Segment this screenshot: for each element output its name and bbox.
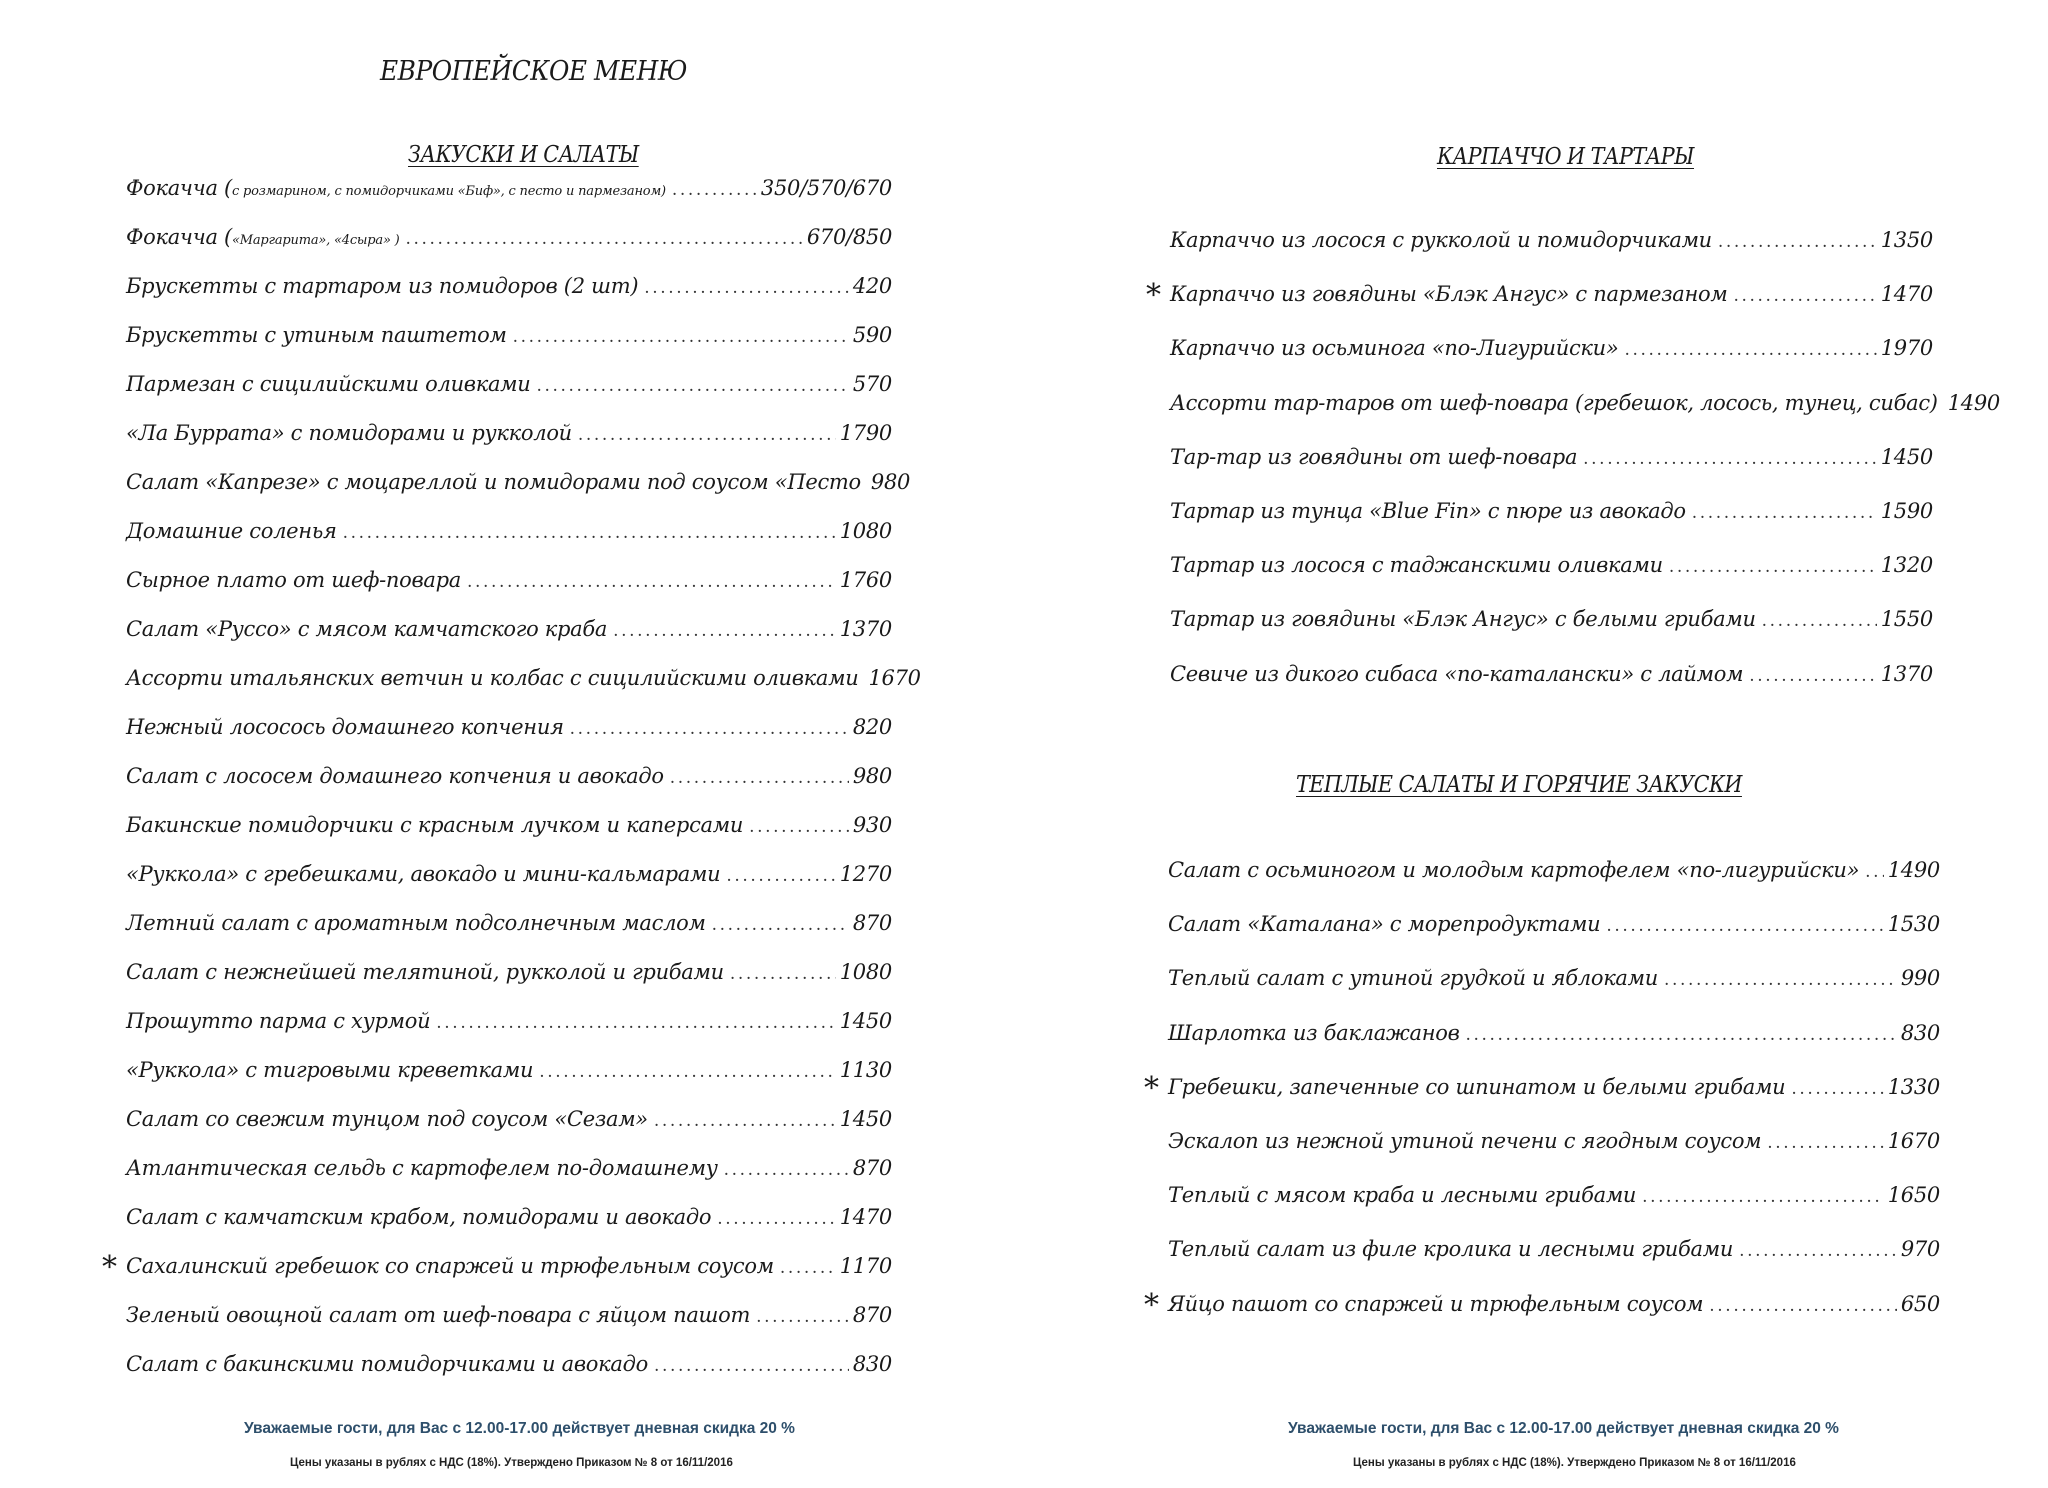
dot-leader — [670, 768, 849, 788]
dot-leader — [467, 572, 836, 592]
dot-leader — [537, 376, 849, 396]
menu-item — [126, 1058, 892, 1107]
menu-item-name — [1168, 1183, 1642, 1207]
menu-item-price: 1330 — [1887, 1074, 1940, 1099]
dot-leader — [654, 1356, 849, 1376]
dot-leader — [406, 229, 803, 249]
menu-item-name — [126, 1156, 724, 1180]
asterisk-marker: * — [1144, 1287, 1159, 1323]
menu-item — [126, 1205, 892, 1254]
menu-item-name-text: Атлантическая сельдь с картофелем по-домашнему — [126, 1156, 718, 1180]
menu-item — [1168, 1129, 1940, 1183]
menu-item-price: 1170 — [839, 1254, 892, 1278]
menu-item-name-text: Прошутто парма с хурмой — [126, 1009, 431, 1033]
menu-item — [126, 862, 892, 911]
menu-item-name-text: Фокачча ( — [126, 225, 232, 249]
menu-item-price: 1670 — [1887, 1128, 1940, 1153]
dot-leader — [780, 1258, 836, 1278]
menu-item — [126, 274, 892, 323]
menu-item-price: 930 — [852, 813, 892, 837]
left-menu-page — [0, 0, 1020, 1488]
menu-item — [1168, 1237, 1940, 1291]
dot-leader — [726, 866, 835, 886]
dot-leader — [1749, 666, 1877, 686]
menu-item-name-text: Салат с бакинскими помидорчиками и авокадо — [126, 1352, 648, 1376]
menu-item-price: 1650 — [1887, 1183, 1940, 1208]
menu-item-price: 1450 — [839, 1009, 892, 1033]
discount-notice: Уважаемые гости, для Вас с 12.00-17.00 действует дневная скидка 20 % — [244, 1420, 795, 1437]
menu-item-price: 980 — [870, 470, 911, 494]
menu-item-name — [126, 764, 670, 788]
menu-item-name — [1168, 858, 1865, 882]
menu-item-price: 1470 — [839, 1205, 892, 1229]
menu-item — [1144, 1287, 1940, 1346]
menu-item — [1170, 336, 1933, 390]
menu-item-price: 1320 — [1880, 553, 1933, 578]
dot-leader — [756, 1307, 849, 1327]
menu-item-name-text: Салат «Каталана» с морепродуктами — [1168, 912, 1601, 937]
menu-item-price: 1130 — [839, 1058, 892, 1082]
menu-item-name-text: Фокачча ( — [126, 176, 232, 200]
menu-item — [126, 960, 892, 1009]
menu-item-price: 830 — [1900, 1020, 1940, 1045]
menu-item-name-text: Теплый салат из филе кролика и лесными грибами — [1168, 1237, 1734, 1262]
menu-item-name — [126, 176, 672, 200]
menu-item-price: 1350 — [1880, 228, 1933, 252]
menu-item-name — [1168, 1021, 1466, 1045]
dot-leader — [343, 523, 836, 543]
menu-item-name — [126, 323, 513, 347]
asterisk-marker: * — [1146, 278, 1161, 314]
menu-item-price: 1370 — [839, 617, 892, 641]
menu-item — [1170, 553, 1933, 607]
menu-item — [126, 519, 892, 568]
dot-leader — [570, 719, 849, 739]
menu-item — [1168, 966, 1940, 1020]
menu-item — [126, 911, 892, 960]
menu-item-price: 1490 — [1947, 390, 2000, 415]
menu-item-name — [126, 421, 578, 445]
menu-item — [1144, 1070, 1940, 1129]
menu-item-price: 1790 — [839, 421, 892, 445]
menu-item-name-text: Ассорти итальянских ветчин и колбас с сицилийскими оливками — [126, 666, 859, 690]
menu-item-name-text: Зеленый овощной салат от шеф-повара с яйцом пашот — [126, 1303, 751, 1327]
dot-leader — [730, 964, 836, 984]
menu-item — [102, 1250, 892, 1303]
menu-item-name-text: «Руккола» с тигровыми креветками — [126, 1058, 534, 1082]
menu-item-price: 650 — [1900, 1291, 1940, 1316]
menu-item-price: 1760 — [839, 568, 892, 592]
menu-item-price: 1670 — [868, 666, 921, 690]
menu-item-price: 1080 — [839, 519, 892, 543]
menu-item-price: 1590 — [1880, 498, 1933, 523]
menu-item-price: 1080 — [839, 960, 892, 984]
menu-item-name-text: Эскалоп из нежной утиной печени с ягодным соусом — [1168, 1128, 1762, 1153]
menu-item-price: 670/850 — [806, 225, 892, 249]
menu-item-price: 1490 — [1887, 858, 1940, 882]
menu-item-price: 970 — [1900, 1237, 1940, 1262]
menu-item-name — [126, 666, 864, 690]
menu-item-name — [126, 1107, 654, 1131]
menu-item — [126, 1107, 892, 1156]
menu-item — [126, 225, 892, 274]
dot-leader — [1664, 970, 1897, 990]
menu-item-price: 1530 — [1887, 912, 1940, 937]
menu-item-name — [1170, 553, 1669, 577]
menu-item-name-text: Карпаччо из лосося с рукколой и помидорчиками — [1170, 228, 1712, 252]
warm-salads-list — [1144, 858, 1940, 1346]
menu-item-note: «Маргарита», «4сыра» ) — [231, 233, 400, 248]
dot-leader — [1669, 557, 1877, 577]
menu-item — [1170, 607, 1933, 661]
menu-item-price: 420 — [852, 274, 892, 298]
dot-leader — [613, 621, 836, 641]
dot-leader — [672, 180, 757, 200]
section-title-appetizers: ЗАКУСКИ И САЛАТЫ — [408, 142, 639, 168]
menu-item-name — [126, 960, 730, 984]
dot-leader — [1624, 340, 1876, 360]
menu-item — [126, 470, 911, 519]
menu-item-name — [126, 1205, 717, 1229]
menu-item-name-text: Домашние соленья — [126, 519, 337, 543]
menu-item-price: 1450 — [839, 1107, 892, 1131]
dot-leader — [1692, 503, 1877, 523]
menu-item-price: 830 — [852, 1352, 892, 1376]
dot-leader — [1767, 1133, 1883, 1153]
menu-item-name — [126, 1254, 780, 1278]
menu-item-name — [1170, 228, 1718, 252]
menu-item-name-text: «Ла Буррата» с помидорами и рукколой — [126, 421, 572, 445]
menu-item-name — [1170, 445, 1583, 469]
menu-item — [1168, 1021, 1940, 1075]
menu-item-name-text: Брускетты с утиным паштетом — [126, 323, 507, 347]
menu-item-name-text: Брускетты с тартаром из помидоров (2 шт) — [126, 274, 639, 298]
dot-leader — [1739, 1241, 1897, 1261]
menu-item-name — [1170, 499, 1692, 523]
dot-leader — [578, 425, 836, 445]
menu-item — [126, 617, 892, 666]
discount-notice: Уважаемые гости, для Вас с 12.00-17.00 действует дневная скидка 20 % — [1288, 1420, 1839, 1437]
menu-item-price: 1370 — [1880, 661, 1933, 686]
appetizers-list — [102, 176, 921, 1401]
menu-item-name — [126, 470, 867, 494]
menu-title: ЕВРОПЕЙСКОЕ МЕНЮ — [380, 56, 688, 87]
dot-leader — [1709, 1296, 1897, 1316]
menu-item-name-text: Летний салат с ароматным подсолнечным маслом — [126, 911, 706, 935]
menu-item — [126, 372, 892, 421]
menu-item-name — [1168, 1237, 1739, 1261]
menu-item-name-text: Тар-тар из говядины от шеф-повара — [1170, 444, 1578, 469]
menu-item-name — [1170, 282, 1733, 306]
menu-item-name-text: Сахалинский гребешок со спаржей и трюфельным соусом — [126, 1254, 774, 1278]
menu-item — [126, 715, 892, 764]
menu-item-name — [1170, 662, 1749, 686]
menu-item — [1170, 228, 1933, 282]
menu-item-price: 590 — [852, 323, 892, 347]
menu-item-price: 350/570/670 — [760, 176, 892, 200]
menu-item — [126, 176, 892, 225]
dot-leader — [539, 1062, 836, 1082]
dot-leader — [724, 1160, 849, 1180]
dot-leader — [1718, 232, 1877, 252]
menu-item-price: 1470 — [1880, 282, 1933, 307]
menu-item — [1168, 1183, 1940, 1237]
dot-leader — [1762, 611, 1877, 631]
dot-leader — [1642, 1187, 1884, 1207]
dot-leader — [644, 278, 849, 298]
dot-leader — [513, 327, 849, 347]
menu-item-name-text: Салат с осьминогом и молодым картофелем «по-лигурийски» — [1168, 858, 1860, 882]
menu-item — [126, 568, 892, 617]
dot-leader — [1733, 286, 1876, 306]
menu-item-name — [1168, 966, 1664, 990]
menu-item — [126, 666, 921, 715]
menu-item-price: 1270 — [839, 862, 892, 886]
dot-leader — [1865, 862, 1884, 882]
menu-item-name — [126, 1303, 756, 1327]
menu-item-name — [126, 225, 406, 249]
dot-leader — [1791, 1079, 1883, 1099]
menu-item — [126, 813, 892, 862]
menu-item-price: 980 — [852, 764, 892, 788]
menu-item-price: 1450 — [1880, 444, 1933, 469]
menu-item-name-text: Ассорти тар-таров от шеф-повара (гребешок, лосось, тунец, сибас) — [1170, 390, 1938, 415]
menu-item — [1168, 912, 1940, 966]
menu-item-price: 870 — [852, 1303, 892, 1327]
menu-item-name — [126, 617, 613, 641]
menu-item — [1170, 445, 1933, 499]
menu-item-name-text: Теплый салат с утиной грудкой и яблоками — [1168, 966, 1658, 991]
menu-item-name — [126, 568, 467, 592]
menu-item-name-text: Гребешки, запеченные со шпинатом и белыми грибами — [1168, 1074, 1786, 1099]
menu-item-name — [126, 715, 570, 739]
menu-item-name-text: Севиче из дикого сибаса «по-каталански» с лаймом — [1170, 661, 1744, 686]
menu-item-name — [126, 1058, 539, 1082]
asterisk-marker: * — [102, 1250, 117, 1285]
menu-item — [126, 1009, 892, 1058]
dot-leader — [436, 1013, 835, 1033]
carpaccio-list — [1146, 228, 2000, 716]
menu-item — [126, 764, 892, 813]
menu-item-name — [1168, 1129, 1767, 1153]
menu-item — [1146, 278, 1933, 336]
dot-leader — [1606, 916, 1883, 936]
price-fineprint: Цены указаны в рублях с НДС (18%). Утверждено Приказом № 8 от 16/11/2016 — [290, 1457, 733, 1469]
menu-item-name-text: Яйцо пашот со спаржей и трюфельным соусом — [1168, 1291, 1704, 1316]
menu-item-price: 570 — [852, 372, 892, 396]
menu-item-name-text: Карпаччо из осьминога «по-Лигурийски» — [1170, 336, 1619, 361]
menu-item-name — [126, 274, 644, 298]
menu-item-name — [1170, 391, 1944, 415]
price-fineprint: Цены указаны в рублях с НДС (18%). Утверждено Приказом № 8 от 16/11/2016 — [1353, 1457, 1796, 1469]
menu-item-name — [126, 1009, 436, 1033]
menu-item-price: 990 — [1900, 966, 1940, 991]
menu-item-name-text: Салат с нежнейшей телятиной, рукколой и грибами — [126, 960, 724, 984]
asterisk-marker: * — [1144, 1070, 1159, 1106]
menu-item-name-text: Салат «Руссо» с мясом камчатского краба — [126, 617, 608, 641]
menu-item-name-text: Салат с лососем домашнего копчения и авокадо — [126, 764, 664, 788]
menu-item-name — [1168, 1075, 1791, 1099]
menu-item-name — [126, 862, 726, 886]
menu-item-name-text: Салат со свежим тунцом под соусом «Сезам» — [126, 1107, 648, 1131]
menu-item-name-text: Тартар из говядины «Блэк Ангус» с белыми грибами — [1170, 607, 1756, 632]
dot-leader — [1466, 1025, 1897, 1045]
menu-item — [126, 323, 892, 372]
menu-item — [126, 1156, 892, 1205]
menu-item — [1170, 499, 1933, 553]
menu-item-name-text: «Руккола» с гребешками, авокадо и мини-кальмарами — [126, 862, 721, 886]
menu-item-note: с розмарином, с помидорчиками «Биф», с песто и пармезаном) — [231, 184, 666, 199]
menu-item — [126, 421, 892, 470]
menu-item-name-text: Салат с камчатским крабом, помидорами и авокадо — [126, 1205, 712, 1229]
menu-item-name-text: Теплый с мясом краба и лесными грибами — [1168, 1183, 1637, 1208]
menu-item-price: 820 — [852, 715, 892, 739]
menu-item-name-text: Нежный лососось домашнего копчения — [126, 715, 564, 739]
menu-item-name-text: Тартар из лосося с таджанскими оливками — [1170, 553, 1663, 578]
dot-leader — [654, 1111, 836, 1131]
dot-leader — [749, 817, 849, 837]
menu-item — [126, 1352, 892, 1401]
dot-leader — [1583, 449, 1877, 469]
menu-item-name-text: Пармезан с сицилийскими оливками — [126, 372, 531, 396]
menu-item-price: 870 — [852, 911, 892, 935]
menu-item-name — [1170, 607, 1762, 631]
menu-item-name — [126, 813, 749, 837]
dot-leader — [712, 915, 849, 935]
menu-item — [1168, 858, 1940, 912]
menu-item-name-text: Бакинские помидорчики с красным лучком и каперсами — [126, 813, 744, 837]
menu-item-name — [126, 519, 343, 543]
menu-item-name-text: Сырное плато от шеф-повара — [126, 568, 461, 592]
menu-item-name-text: Салат «Капрезе» с моцареллой и помидорами под соусом «Песто — [126, 470, 861, 494]
menu-item-name — [126, 372, 537, 396]
menu-item-name-text: Тартар из тунца «Blue Fin» с пюре из авокадо — [1170, 498, 1686, 523]
menu-item-name-text: Карпаччо из говядины «Блэк Ангус» с пармезаном — [1170, 282, 1728, 307]
menu-item — [1170, 390, 2000, 445]
menu-item — [126, 1303, 892, 1352]
menu-item-name-text: Шарлотка из баклажанов — [1168, 1020, 1460, 1045]
menu-item-name — [1170, 336, 1624, 360]
dot-leader — [717, 1209, 836, 1229]
menu-item — [1170, 662, 1933, 716]
menu-item-price: 1970 — [1880, 336, 1933, 361]
menu-item-name — [126, 911, 712, 935]
menu-item-price: 1550 — [1880, 607, 1933, 632]
menu-item-name — [126, 1352, 654, 1376]
menu-item-price: 870 — [852, 1156, 892, 1180]
menu-item-name — [1168, 1292, 1709, 1316]
section-title-carpaccio: КАРПАЧЧО И ТАРТАРЫ — [1437, 144, 1695, 170]
menu-item-name — [1168, 912, 1606, 936]
section-title-warm-salads: ТЕПЛЫЕ САЛАТЫ И ГОРЯЧИЕ ЗАКУСКИ — [1296, 772, 1742, 798]
